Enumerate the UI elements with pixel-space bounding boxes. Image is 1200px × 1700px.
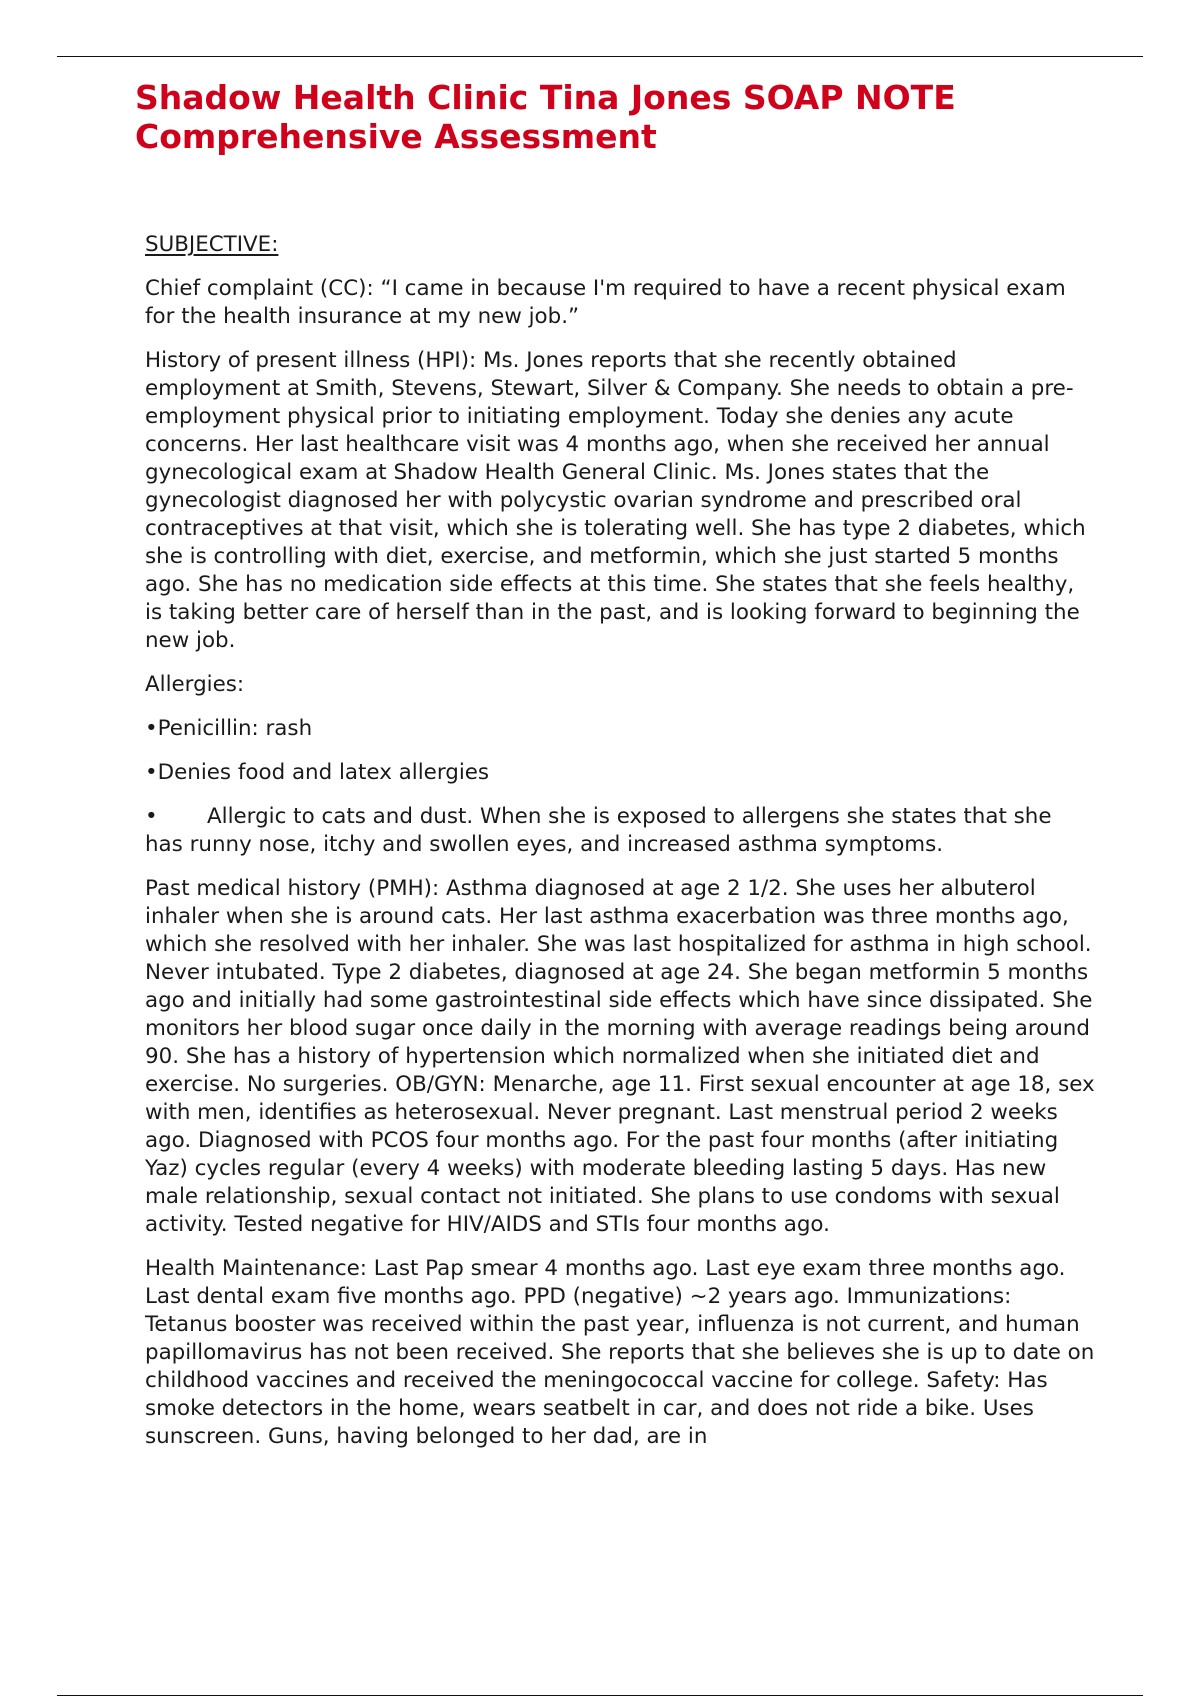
health-maintenance-paragraph: Health Maintenance: Last Pap smear 4 months ago. Last eye exam three months ago. Last dental exam five months ago. PPD (negative) ~2 years ago. Immunizations: Tetanus booster was received within the past year, influenza is not current, and human papillomavirus has not been received. She reports that she believes she is up to date on childhood vaccines and received the meningococcal vaccine for college. Safety: Has smoke detectors in the home, wears seatbelt in car, and does not ride a bike. Uses sunscreen. Guns, having belonged to her dad, are in [145, 1256, 1095, 1449]
pmh-paragraph: Past medical history (PMH): Asthma diagnosed at age 2 1/2. She uses her albuterol inhaler when she is around cats. Her last asthma exacerbation was three months ago, which she resolved with her inhaler. She was last hospitalized for asthma in high school. Never intubated. Type 2 diabetes, diagnosed at age 24. She began metformin 5 months ago and initially had some gastrointestinal side effects which have since dissipated. She monitors her blood sugar once daily in the morning with average readings being around 90. She has a history of hypertension which normalized when she initiated diet and exercise. No surgeries. OB/GYN: Menarche, age 11. First sexual encounter at age 18, sex with men, identifies as heterosexual. Never pregnant. Last menstrual period 2 weeks ago. Diagnosed with PCOS four months ago. For the past four months (after initiating Yaz) cycles regular (every 4 weeks) with moderate bleeding lasting 5 days. Has new male relationship, sexual contact not initiated. She plans to use condoms with sexual activity. Tested negative for HIV/AIDS and STIs four months ago. [145, 876, 1095, 1237]
allergy-list-item: •Penicillin: rash [145, 716, 313, 741]
bullet-icon: • [145, 804, 158, 829]
allergies-label: Allergies: [145, 672, 245, 697]
document-title: Shadow Health Clinic Tina Jones SOAP NOTE Comprehensive Assessment [135, 78, 956, 156]
document-body [145, 231, 1095, 1467]
bottom-divider [57, 1695, 1143, 1696]
section-heading-subjective: SUBJECTIVE: [145, 232, 279, 257]
allergy-list-item: • Allergic to cats and dust. When she is exposed to allergens she states that she has runny nose, itchy and swollen eyes, and increased asthma symptoms. [145, 804, 1052, 857]
chief-complaint-paragraph: Chief complaint (CC): “I came in because I'm required to have a recent physical exam for the health insurance at my new job.” [145, 276, 1066, 329]
bullet-icon: • [145, 760, 158, 785]
allergy-list-item: •Denies food and latex allergies [145, 760, 490, 785]
hpi-paragraph: History of present illness (HPI): Ms. Jones reports that she recently obtained employment at Smith, Stevens, Stewart, Silver & Company. She needs to obtain a pre-employment physical prior to initiating employment. Today she denies any acute concerns. Her last healthcare visit was 4 months ago, when she received her annual gynecological exam at Shadow Health General Clinic. Ms. Jones states that the gynecologist diagnosed her with polycystic ovarian syndrome and prescribed oral contraceptives at that visit, which she is tolerating well. She has type 2 diabetes, which she is controlling with diet, exercise, and metformin, which she just started 5 months ago. She has no medication side effects at this time. She states that she feels healthy, is taking better care of herself than in the past, and is looking forward to beginning the new job. [145, 348, 1086, 653]
top-divider [57, 56, 1143, 57]
bullet-icon: • [145, 716, 158, 741]
